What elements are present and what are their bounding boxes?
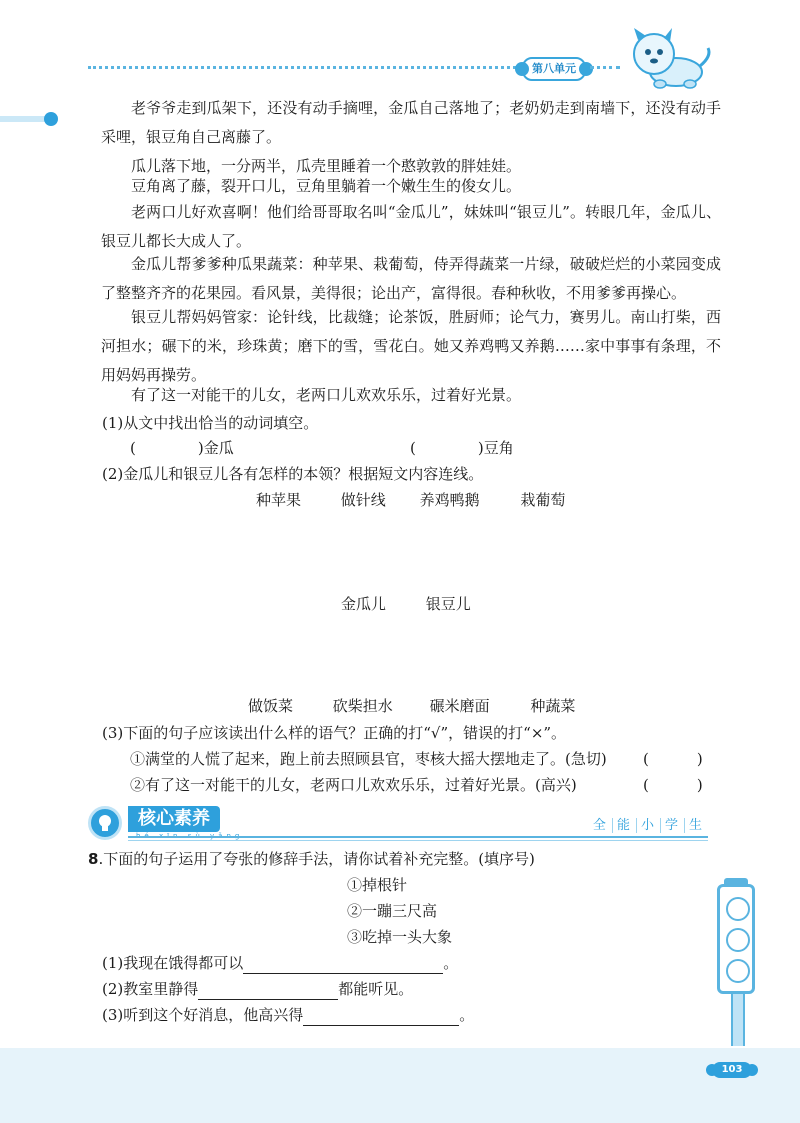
q3-answer-1[interactable]: ( ) — [643, 750, 703, 768]
side-bar-decoration — [0, 116, 48, 122]
q1-item-a: ( )金瓜 — [130, 439, 234, 457]
q2-top-words — [256, 489, 565, 511]
header-dotted-line-left — [88, 66, 516, 69]
header-dotted-line-right — [590, 66, 620, 69]
q8-item-1: (1)我现在饿得都可以 。 — [102, 954, 459, 972]
q2-top-word[interactable]: 做针线 — [340, 491, 386, 509]
core-section-title: 核心素养 — [128, 806, 220, 832]
passage-paragraph-2: 瓜儿落下地，一分两半，瓜壳里睡着一个憨敦敦的胖娃娃。 — [131, 157, 522, 175]
q2-bottom-word[interactable]: 种蔬菜 — [530, 697, 576, 715]
q2-top-word[interactable]: 养鸡鸭鹅 — [419, 491, 480, 509]
passage-paragraph-5: 金瓜儿帮爹爹种瓜果蔬菜：种苹果、栽葡萄，侍弄得蔬菜一片绿，破破烂烂的小菜园变成了整整齐齐的花果园。看风景，美得很；论出产，富得很。春种秋收，不用爹爹再操心。 — [101, 255, 721, 302]
q2-bottom-words — [248, 695, 575, 717]
q2-prompt: (2)金瓜儿和银豆儿各有怎样的本领？根据短文内容连线。 — [102, 465, 484, 483]
passage-paragraph-7: 有了这一对能干的儿女，老两口儿欢欢乐乐，过着好光景。 — [131, 386, 522, 404]
q8-option-3: ③吃掉一头大象 — [347, 928, 453, 946]
passage-paragraph-4: 老两口儿好欢喜啊！他们给哥哥取名叫“金瓜儿”，妹妹叫“银豆儿”。转眼几年，金瓜儿、银豆儿都长大成人了。 — [101, 203, 721, 250]
q2-middle-word[interactable]: 金瓜儿 — [341, 595, 387, 613]
q1-prompt: (1)从文中找出恰当的动词填空。 — [102, 414, 319, 432]
traffic-light-icon — [717, 884, 755, 994]
q2-middle-words — [341, 593, 471, 615]
side-dot-decoration — [44, 112, 58, 126]
passage-paragraph-3: 豆角离了藤，裂开口儿，豆角里躺着一个嫩生生的俊女儿。 — [131, 177, 522, 195]
q8-blank-3[interactable] — [303, 1007, 459, 1026]
traffic-light-lamp — [726, 897, 750, 921]
traffic-light-lamp — [726, 959, 750, 983]
q8-blank-1[interactable] — [243, 955, 443, 974]
passage-paragraph-1: 老爷爷走到瓜架下，还没有动手摘哩，金瓜自己落地了；老奶奶走到南墙下，还没有动手采哩，银豆角自己离藤了。 — [101, 99, 721, 146]
traffic-light-lamp — [726, 928, 750, 952]
q8-item-3: (3)听到这个好消息，他高兴得 。 — [102, 1006, 475, 1024]
q1-item-b: ( )豆角 — [410, 439, 514, 457]
q3-item-2: ②有了这一对能干的儿女，老两口儿欢欢乐乐，过着好光景。(高兴) — [130, 776, 577, 794]
unit-badge: 第八单元 — [522, 57, 586, 81]
traffic-light-pole — [731, 994, 745, 1046]
q8-blank-2[interactable] — [198, 981, 338, 1000]
q3-item-1: ①满堂的人慌了起来，跑上前去照顾县官，枣核大摇大摆地走了。(急切) — [130, 750, 607, 768]
q8-item-2: (2)教室里静得 都能听见。 — [102, 980, 414, 998]
q2-bottom-word[interactable]: 做饭菜 — [248, 697, 294, 715]
q3-answer-2[interactable]: ( ) — [643, 776, 703, 794]
dog-mascot-icon — [624, 26, 714, 94]
page-number-badge: 103 — [712, 1062, 752, 1078]
q2-top-word[interactable]: 种苹果 — [256, 491, 302, 509]
core-underline-thin — [128, 840, 708, 841]
q2-bottom-word[interactable]: 碾米磨面 — [429, 697, 490, 715]
bottom-band — [0, 1048, 800, 1123]
q8-option-1: ①掉根针 — [347, 876, 408, 894]
q2-top-word[interactable]: 栽葡萄 — [520, 491, 566, 509]
lightbulb-icon — [88, 806, 122, 840]
q8-number: 8 — [88, 850, 99, 868]
q2-bottom-word[interactable]: 砍柴担水 — [332, 697, 393, 715]
q3-prompt: (3)下面的句子应该读出什么样的语气？正确的打“√”，错误的打“×”。 — [102, 724, 567, 742]
core-underline — [128, 836, 708, 838]
q8-prompt: 8.下面的句子运用了夸张的修辞手法，请你试着补充完整。(填序号) — [88, 850, 535, 868]
core-section-header — [88, 806, 708, 840]
q2-middle-word[interactable]: 银豆儿 — [425, 595, 471, 613]
series-tag: 全 能 小 学 生 — [589, 814, 708, 833]
passage-paragraph-6: 银豆儿帮妈妈管家：论针线，比裁缝；论茶饭，胜厨师；论气力，赛男儿。南山打柴，西河担水；碾下的米，珍珠黄；磨下的雪，雪花白。她又养鸡鸭又养鹅……家中事事有条理，不用妈妈再操劳。 — [101, 308, 721, 384]
q8-option-2: ②一蹦三尺高 — [347, 902, 438, 920]
